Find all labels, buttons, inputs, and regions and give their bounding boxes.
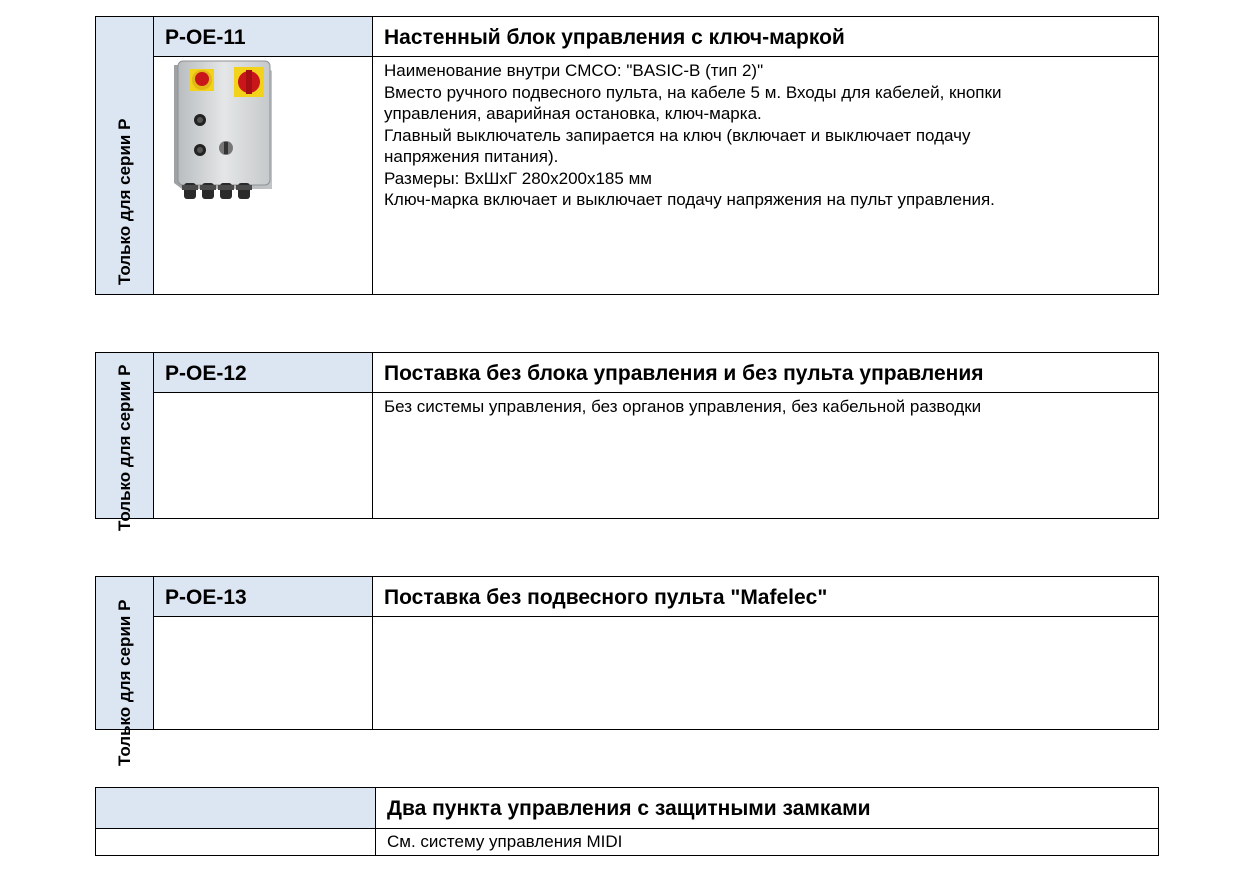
product-image-cell — [154, 57, 373, 294]
description-line: Наименование внутри CMCO: "BASIC-B (тип 2)" — [384, 61, 764, 80]
option-description — [373, 57, 1158, 294]
block-title: Два пункта управления с защитными замками — [376, 788, 1158, 829]
option-description — [373, 617, 1158, 729]
option-code: P-OE-12 — [154, 353, 373, 393]
blank-header-cell — [96, 788, 376, 829]
wall-control-box-image — [154, 57, 373, 295]
option-title: Поставка без блока управления и без пульта управления — [373, 353, 1158, 393]
empty-image-cell — [154, 393, 373, 518]
switch-handle — [246, 70, 252, 94]
description-line: управления, аварийная остановка, ключ-марка. — [384, 104, 762, 123]
description-line: Ключ-марка включает и выключает подачу напряжения на пульт управления. — [384, 190, 995, 209]
series-only-label: Только для серии P — [115, 118, 134, 285]
option-table-p-oe-13 — [95, 576, 1159, 766]
option-table-p-oe-11 — [95, 16, 1159, 295]
block-description: См. систему управления MIDI — [387, 832, 623, 851]
blank-cell — [96, 829, 376, 855]
description-line: напряжения питания). — [384, 147, 559, 166]
description-line: Без системы управления, без органов управления, без кабельной разводки — [384, 397, 982, 416]
series-side-cell — [96, 17, 154, 294]
option-code: P-OE-13 — [154, 577, 373, 617]
control-points-table — [95, 787, 1159, 856]
emergency-stop-icon — [195, 72, 209, 86]
description-line: Главный выключатель запирается на ключ (включает и выключает подачу — [384, 125, 971, 145]
description-line: Размеры: ВхШхГ 280x200x185 мм — [384, 168, 652, 188]
series-only-label: Только для серии P — [115, 599, 134, 766]
series-side-cell — [96, 577, 154, 766]
series-side-cell — [96, 353, 154, 531]
empty-image-cell — [154, 617, 373, 729]
option-title: Настенный блок управления с ключ-маркой — [373, 17, 1158, 57]
option-code: P-OE-11 — [154, 17, 373, 57]
option-table-p-oe-12 — [95, 352, 1159, 531]
option-title: Поставка без подвесного пульта "Mafelec" — [373, 577, 1158, 617]
option-description — [373, 393, 1158, 518]
description-line: Вместо ручного подвесного пульта, на кабеле 5 м. Входы для кабелей, кнопки — [384, 82, 1002, 102]
series-only-label: Только для серии P — [115, 364, 134, 531]
